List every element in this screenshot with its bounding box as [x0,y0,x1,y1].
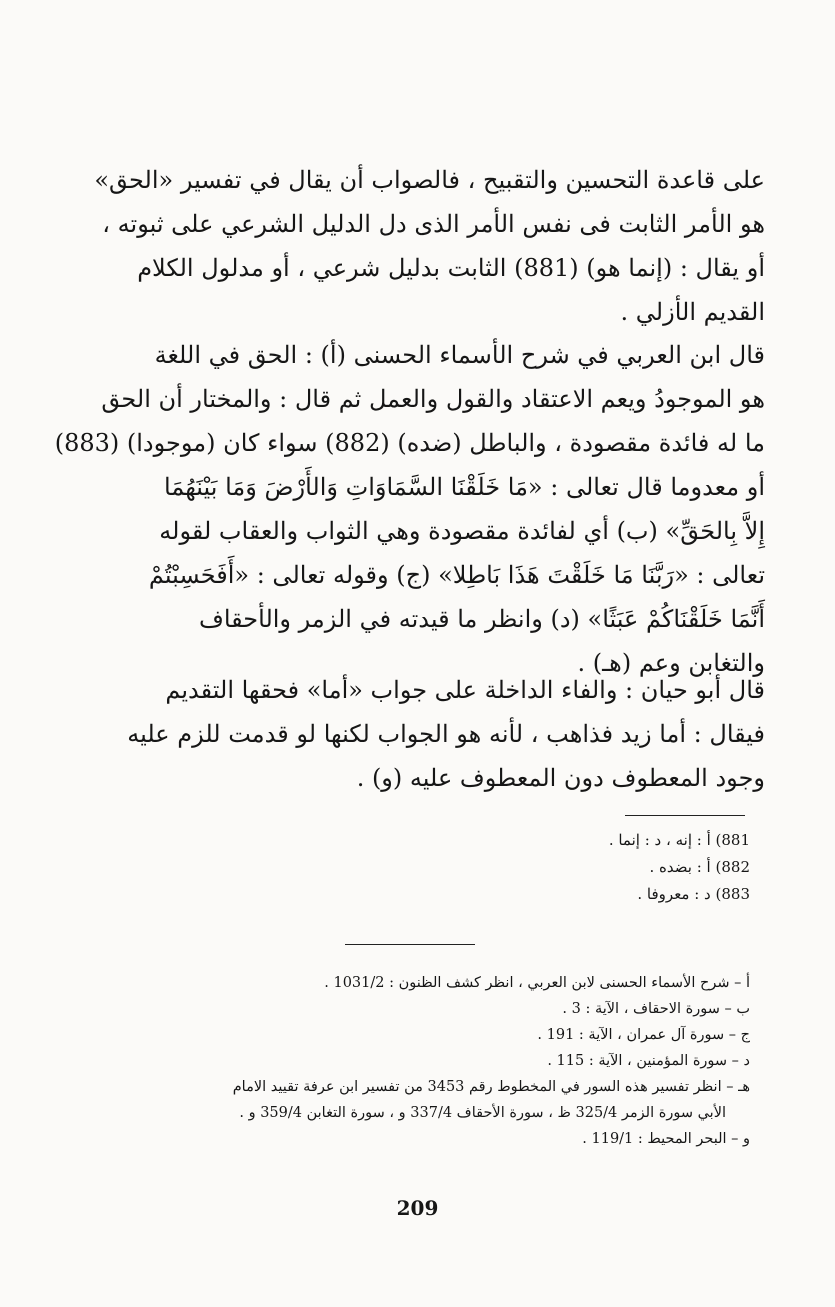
text-line: وجود المعطوف دون المعطوف عليه (و) . [356,764,765,792]
paragraph-1 [70,158,765,334]
source-note: أ – شرح الأسماء الحسنى لابن العربي ، انظر كشف الظنون : 1031/2 . [324,975,750,991]
variant-notes [609,827,750,908]
footnote-rule-sources [345,944,475,945]
source-note: ب – سورة الاحقاف ، الآية : 3 . [562,1001,750,1017]
paragraph-3 [70,668,765,800]
variant-note: 882) أ : بضده . [649,858,750,876]
text-line: والتغابن وعم (هـ) . [577,649,765,677]
page-number: 209 [396,1196,439,1220]
text-line: فيقال : أما زيد فذاهب ، لأنه هو الجواب لكنها لو قدمت للزم عليه [127,720,765,748]
source-note: د – سورة المؤمنين ، الآية : 115 . [547,1053,750,1069]
text-line: هو الموجودُ ويعم الاعتقاد والقول والعمل ثم قال : والمختار أن الحق [101,385,765,413]
text-line: ما له فائدة مقصودة ، والباطل (ضده) (882) سواء كان (موجودا) (883) [54,429,765,457]
source-note: هـ – انظر تفسير هذه السور في المخطوط رقم 3453 من تفسير ابن عرفة تقييد الامام [232,1079,750,1095]
text-line: تعالى : «رَبَّنَا مَا خَلَقْتَ هَذَا بَاطِلا» (ج) وقوله تعالى : «أَفَحَسِبْتُمْ [148,561,765,589]
text-line: القديم الأزلي . [620,298,765,326]
source-note: الأبي سورة الزمر 325/4 ظ ، سورة الأحقاف 337/4 و ، سورة التغابن 359/4 و . [239,1105,726,1121]
paragraph-2 [54,333,765,685]
footnote-rule-variants [625,815,745,816]
text-line: قال أبو حيان : والفاء الداخلة على جواب «أما» فحقها التقديم [165,676,765,704]
text-line: إِلاَّ بِالحَقِّ» (ب) أي لفائدة مقصودة وهي الثواب والعقاب لقوله [159,517,765,545]
text-line: قال ابن العربي في شرح الأسماء الحسنى (أ) : الحق في اللغة [154,341,765,369]
source-note: ج – سورة آل عمران ، الآية : 191 . [537,1027,750,1043]
text-line: على قاعدة التحسين والتقبيح ، فالصواب أن يقال في تفسير «الحق» [94,166,765,194]
text-line: أو معدوما قال تعالى : «مَا خَلَقْنَا السَّمَاوَاتِ وَالأَرْضَ وَمَا بَيْنَهُمَا [164,473,765,501]
variant-note: 883) د : معروفا . [637,885,750,903]
source-notes [233,970,750,1152]
text-line: أو يقال : (إنما هو) (881) الثابت بدليل شرعي ، أو مدلول الكلام [137,254,765,282]
text-line: أَنَّمَا خَلَقْنَاكُمْ عَبَثًا» (د) وانظر ما قيدته في الزمر والأحقاف [198,605,765,633]
text-line: هو الأمر الثابت فى نفس الأمر الذى دل الدليل الشرعي على ثبوته ، [102,210,765,238]
variant-note: 881) أ : إنه ، د : إنما . [608,831,750,849]
source-note: و – البحر المحيط : 119/1 . [582,1131,750,1147]
